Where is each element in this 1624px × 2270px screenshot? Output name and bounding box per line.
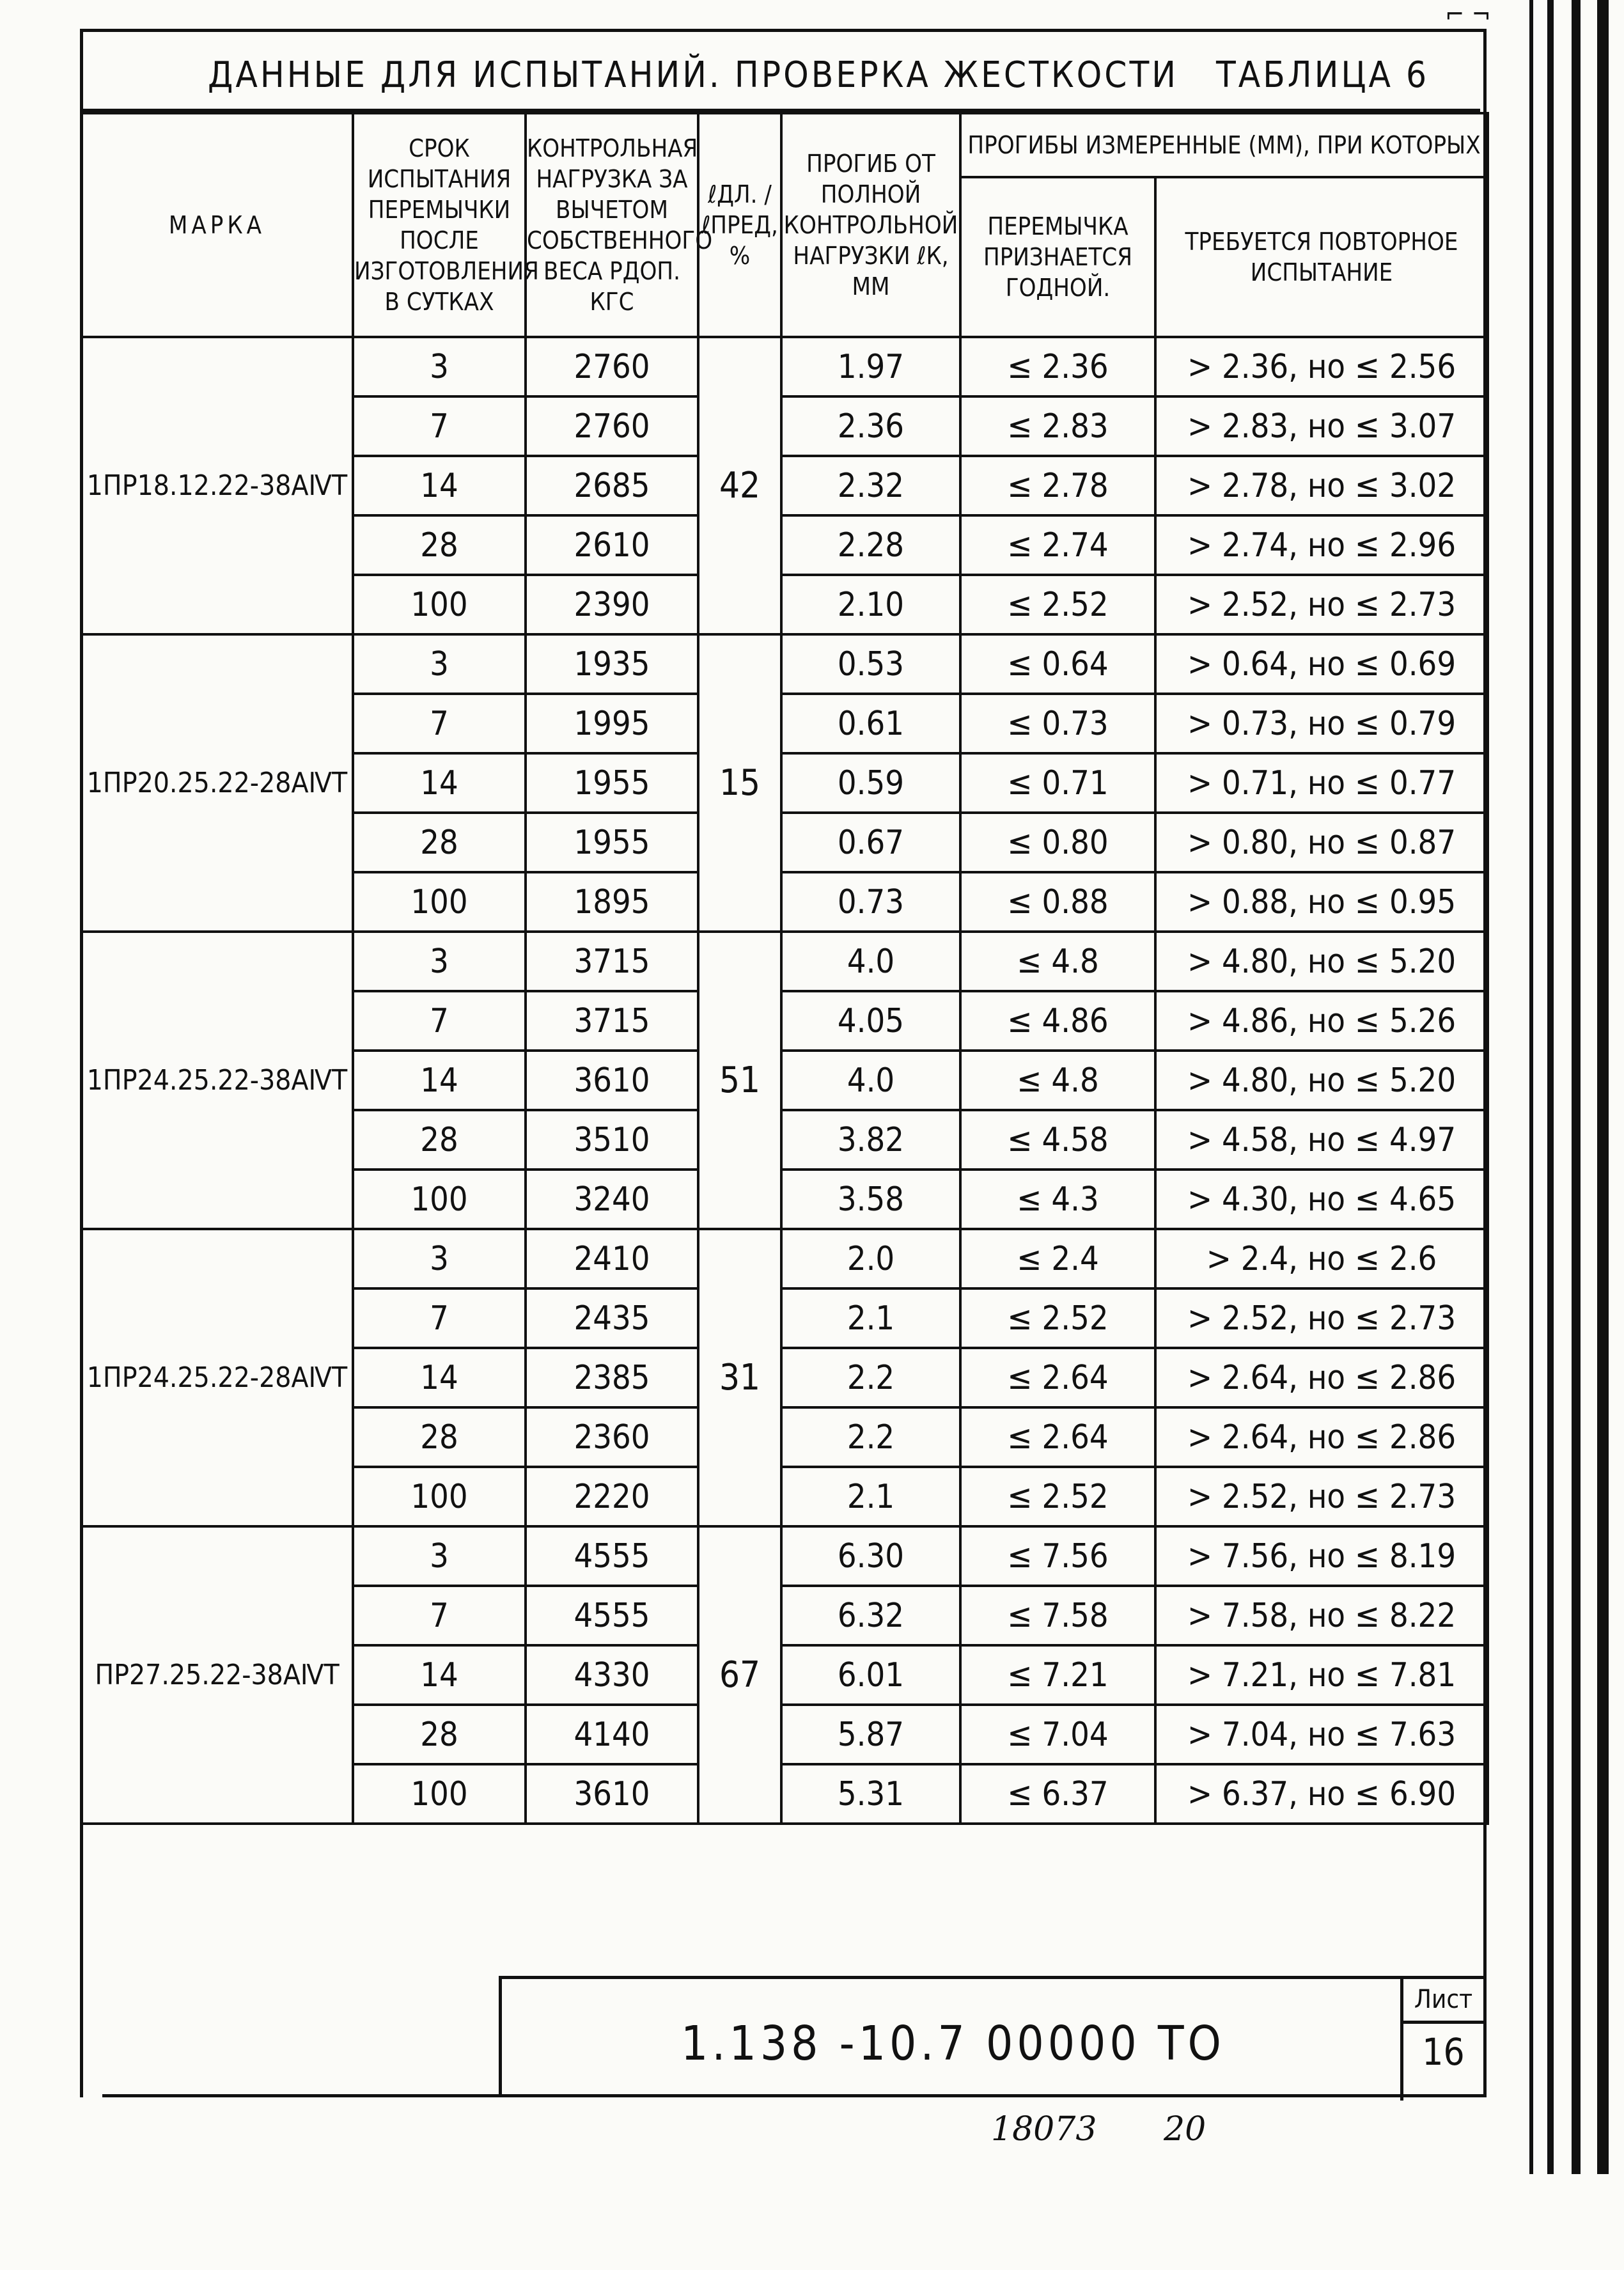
- deflection-cell: 3.82: [781, 1110, 960, 1170]
- mark-cell: ПР27.25.22-38АⅣТ: [81, 1526, 353, 1824]
- accepted-cell: ≤ 0.80: [960, 813, 1155, 872]
- bottom-rule: [102, 2094, 1487, 2097]
- deflection-cell: 6.30: [781, 1526, 960, 1586]
- accepted-cell: ≤ 0.73: [960, 694, 1155, 753]
- days-cell: 28: [353, 813, 526, 872]
- deflection-cell: 0.59: [781, 753, 960, 813]
- sheet-number: 16: [1422, 2030, 1465, 2074]
- days-cell: 7: [353, 1586, 526, 1645]
- retest-cell: > 7.04, но ≤ 7.63: [1155, 1705, 1488, 1764]
- days-cell: 100: [353, 1467, 526, 1526]
- retest-cell: > 2.64, но ≤ 2.86: [1155, 1407, 1488, 1467]
- table-row: [81, 1229, 1488, 1288]
- days-cell: 100: [353, 872, 526, 932]
- retest-cell: > 0.80, но ≤ 0.87: [1155, 813, 1488, 872]
- col-measured: ПРОГИБЫ ИЗМЕРЕННЫЕ (ММ), ПРИ КОТОРЫХ: [960, 113, 1488, 177]
- accepted-cell: ≤ 4.8: [960, 1051, 1155, 1110]
- deflection-cell: 0.73: [781, 872, 960, 932]
- retest-cell: > 2.83, но ≤ 3.07: [1155, 396, 1488, 456]
- days-cell: 3: [353, 337, 526, 396]
- corner-mark: ⌐ ¬: [1445, 0, 1491, 29]
- accepted-cell: ≤ 7.21: [960, 1645, 1155, 1705]
- days-cell: 7: [353, 991, 526, 1051]
- days-cell: 100: [353, 575, 526, 634]
- deflection-cell: 5.31: [781, 1764, 960, 1824]
- table-row: [81, 634, 1488, 694]
- deflection-cell: 0.67: [781, 813, 960, 872]
- load-cell: 2610: [526, 515, 698, 575]
- days-cell: 28: [353, 1407, 526, 1467]
- load-cell: 2685: [526, 456, 698, 515]
- accepted-cell: ≤ 2.52: [960, 1288, 1155, 1348]
- accepted-cell: ≤ 2.64: [960, 1407, 1155, 1467]
- load-cell: 3610: [526, 1764, 698, 1824]
- ratio-cell: 15: [698, 634, 781, 932]
- accepted-cell: ≤ 7.56: [960, 1526, 1155, 1586]
- accepted-cell: ≤ 2.83: [960, 396, 1155, 456]
- retest-cell: > 4.86, но ≤ 5.26: [1155, 991, 1488, 1051]
- handwritten-page: 20: [1164, 2110, 1206, 2149]
- deflection-cell: 6.01: [781, 1645, 960, 1705]
- deflection-cell: 2.28: [781, 515, 960, 575]
- col-accepted: ПЕРЕМЫЧКА ПРИЗНАЕТСЯ ГОДНОЙ.: [960, 177, 1155, 337]
- accepted-cell: ≤ 0.71: [960, 753, 1155, 813]
- load-cell: 4555: [526, 1526, 698, 1586]
- handwritten-number: 18073: [991, 2110, 1097, 2149]
- col-retest: ТРЕБУЕТСЯ ПОВТОРНОЕ ИСПЫТАНИЕ: [1155, 177, 1488, 337]
- accepted-cell: ≤ 2.36: [960, 337, 1155, 396]
- binding-edge: [1522, 0, 1624, 2174]
- load-cell: 4140: [526, 1705, 698, 1764]
- days-cell: 3: [353, 932, 526, 991]
- accepted-cell: ≤ 2.64: [960, 1348, 1155, 1407]
- table-body: [81, 337, 1488, 1824]
- mark-cell: 1ПР18.12.22-38АⅣТ: [81, 337, 353, 634]
- days-cell: 28: [353, 515, 526, 575]
- load-cell: 1935: [526, 634, 698, 694]
- retest-cell: > 7.58, но ≤ 8.22: [1155, 1586, 1488, 1645]
- accepted-cell: ≤ 7.04: [960, 1705, 1155, 1764]
- page-title: ДАННЫЕ ДЛЯ ИСПЫТАНИЙ. ПРОВЕРКА ЖЕСТКОСТИ: [208, 54, 1178, 96]
- retest-cell: > 0.88, но ≤ 0.95: [1155, 872, 1488, 932]
- retest-cell: > 2.52, но ≤ 2.73: [1155, 575, 1488, 634]
- ratio-cell: 31: [698, 1229, 781, 1526]
- deflection-cell: 5.87: [781, 1705, 960, 1764]
- load-cell: 1955: [526, 813, 698, 872]
- deflection-cell: 3.58: [781, 1170, 960, 1229]
- load-cell: 3510: [526, 1110, 698, 1170]
- load-cell: 4330: [526, 1645, 698, 1705]
- retest-cell: > 2.64, но ≤ 2.86: [1155, 1348, 1488, 1407]
- retest-cell: > 2.74, но ≤ 2.96: [1155, 515, 1488, 575]
- sheet-cell: [1400, 1979, 1483, 2101]
- deflection-cell: 4.0: [781, 932, 960, 991]
- col-ratio: ℓДЛ. / ℓПРЕД, %: [698, 113, 781, 337]
- deflection-cell: 2.0: [781, 1229, 960, 1288]
- days-cell: 7: [353, 694, 526, 753]
- table-row: [81, 1526, 1488, 1586]
- load-cell: 1995: [526, 694, 698, 753]
- deflection-cell: 4.05: [781, 991, 960, 1051]
- col-load: КОНТРОЛЬНАЯ НАГРУЗКА ЗА ВЫЧЕТОМ СОБСТВЕННОГО ВЕСА РДОП. КГС: [526, 113, 698, 337]
- days-cell: 28: [353, 1705, 526, 1764]
- retest-cell: > 7.56, но ≤ 8.19: [1155, 1526, 1488, 1586]
- title-row: [80, 29, 1480, 112]
- ratio-cell: 67: [698, 1526, 781, 1824]
- retest-cell: > 2.52, но ≤ 2.73: [1155, 1288, 1488, 1348]
- deflection-cell: 2.32: [781, 456, 960, 515]
- load-cell: 1895: [526, 872, 698, 932]
- stiffness-table: [80, 112, 1489, 1825]
- accepted-cell: ≤ 2.74: [960, 515, 1155, 575]
- retest-cell: > 4.80, но ≤ 5.20: [1155, 1051, 1488, 1110]
- retest-cell: > 0.71, но ≤ 0.77: [1155, 753, 1488, 813]
- days-cell: 100: [353, 1764, 526, 1824]
- deflection-cell: 4.0: [781, 1051, 960, 1110]
- col-srok: СРОК ИСПЫТАНИЯ ПЕРЕМЫЧКИ ПОСЛЕ ИЗГОТОВЛЕНИЯ В СУТКАХ: [353, 113, 526, 337]
- load-cell: 2390: [526, 575, 698, 634]
- load-cell: 2360: [526, 1407, 698, 1467]
- accepted-cell: ≤ 0.88: [960, 872, 1155, 932]
- days-cell: 7: [353, 396, 526, 456]
- col-deflection: ПРОГИБ ОТ ПОЛНОЙ КОНТРОЛЬНОЙ НАГРУЗКИ ℓК, ММ: [781, 113, 960, 337]
- table-label: ТАБЛИЦА 6: [1216, 54, 1429, 96]
- ratio-cell: 42: [698, 337, 781, 634]
- days-cell: 3: [353, 1526, 526, 1586]
- deflection-cell: 2.1: [781, 1288, 960, 1348]
- load-cell: 2410: [526, 1229, 698, 1288]
- accepted-cell: ≤ 4.86: [960, 991, 1155, 1051]
- days-cell: 7: [353, 1288, 526, 1348]
- load-cell: 2760: [526, 337, 698, 396]
- load-cell: 2435: [526, 1288, 698, 1348]
- retest-cell: > 4.80, но ≤ 5.20: [1155, 932, 1488, 991]
- load-cell: 2760: [526, 396, 698, 456]
- load-cell: 2220: [526, 1467, 698, 1526]
- accepted-cell: ≤ 6.37: [960, 1764, 1155, 1824]
- deflection-cell: 1.97: [781, 337, 960, 396]
- days-cell: 100: [353, 1170, 526, 1229]
- mark-cell: 1ПР24.25.22-38АⅣТ: [81, 932, 353, 1229]
- load-cell: 3715: [526, 932, 698, 991]
- accepted-cell: ≤ 2.52: [960, 575, 1155, 634]
- deflection-cell: 0.61: [781, 694, 960, 753]
- accepted-cell: ≤ 4.8: [960, 932, 1155, 991]
- ratio-cell: 51: [698, 932, 781, 1229]
- retest-cell: > 2.52, но ≤ 2.73: [1155, 1467, 1488, 1526]
- deflection-cell: 6.32: [781, 1586, 960, 1645]
- accepted-cell: ≤ 7.58: [960, 1586, 1155, 1645]
- deflection-cell: 0.53: [781, 634, 960, 694]
- retest-cell: > 0.73, но ≤ 0.79: [1155, 694, 1488, 753]
- deflection-cell: 2.2: [781, 1348, 960, 1407]
- days-cell: 14: [353, 1051, 526, 1110]
- retest-cell: > 2.78, но ≤ 3.02: [1155, 456, 1488, 515]
- accepted-cell: ≤ 2.4: [960, 1229, 1155, 1288]
- title-block: [499, 1976, 1487, 2097]
- deflection-cell: 2.1: [781, 1467, 960, 1526]
- retest-cell: > 0.64, но ≤ 0.69: [1155, 634, 1488, 694]
- load-cell: 2385: [526, 1348, 698, 1407]
- mark-cell: 1ПР20.25.22-28АⅣТ: [81, 634, 353, 932]
- load-cell: 3610: [526, 1051, 698, 1110]
- days-cell: 14: [353, 1348, 526, 1407]
- retest-cell: > 4.58, но ≤ 4.97: [1155, 1110, 1488, 1170]
- load-cell: 4555: [526, 1586, 698, 1645]
- days-cell: 3: [353, 1229, 526, 1288]
- days-cell: 14: [353, 753, 526, 813]
- days-cell: 28: [353, 1110, 526, 1170]
- retest-cell: > 6.37, но ≤ 6.90: [1155, 1764, 1488, 1824]
- col-marka: МАРКА: [81, 113, 353, 337]
- deflection-cell: 2.10: [781, 575, 960, 634]
- accepted-cell: ≤ 4.58: [960, 1110, 1155, 1170]
- accepted-cell: ≤ 2.52: [960, 1467, 1155, 1526]
- retest-cell: > 7.21, но ≤ 7.81: [1155, 1645, 1488, 1705]
- accepted-cell: ≤ 2.78: [960, 456, 1155, 515]
- days-cell: 14: [353, 1645, 526, 1705]
- document-code: 1.138 -10.7 00000 ТО: [681, 2016, 1225, 2071]
- deflection-cell: 2.36: [781, 396, 960, 456]
- accepted-cell: ≤ 0.64: [960, 634, 1155, 694]
- retest-cell: > 2.36, но ≤ 2.56: [1155, 337, 1488, 396]
- retest-cell: > 2.4, но ≤ 2.6: [1155, 1229, 1488, 1288]
- accepted-cell: ≤ 4.3: [960, 1170, 1155, 1229]
- load-cell: 3715: [526, 991, 698, 1051]
- sheet-label: Лист: [1403, 1979, 1483, 2024]
- retest-cell: > 4.30, но ≤ 4.65: [1155, 1170, 1488, 1229]
- days-cell: 14: [353, 456, 526, 515]
- load-cell: 3240: [526, 1170, 698, 1229]
- days-cell: 3: [353, 634, 526, 694]
- table-row: [81, 337, 1488, 396]
- deflection-cell: 2.2: [781, 1407, 960, 1467]
- mark-cell: 1ПР24.25.22-28АⅣТ: [81, 1229, 353, 1526]
- table-row: [81, 932, 1488, 991]
- load-cell: 1955: [526, 753, 698, 813]
